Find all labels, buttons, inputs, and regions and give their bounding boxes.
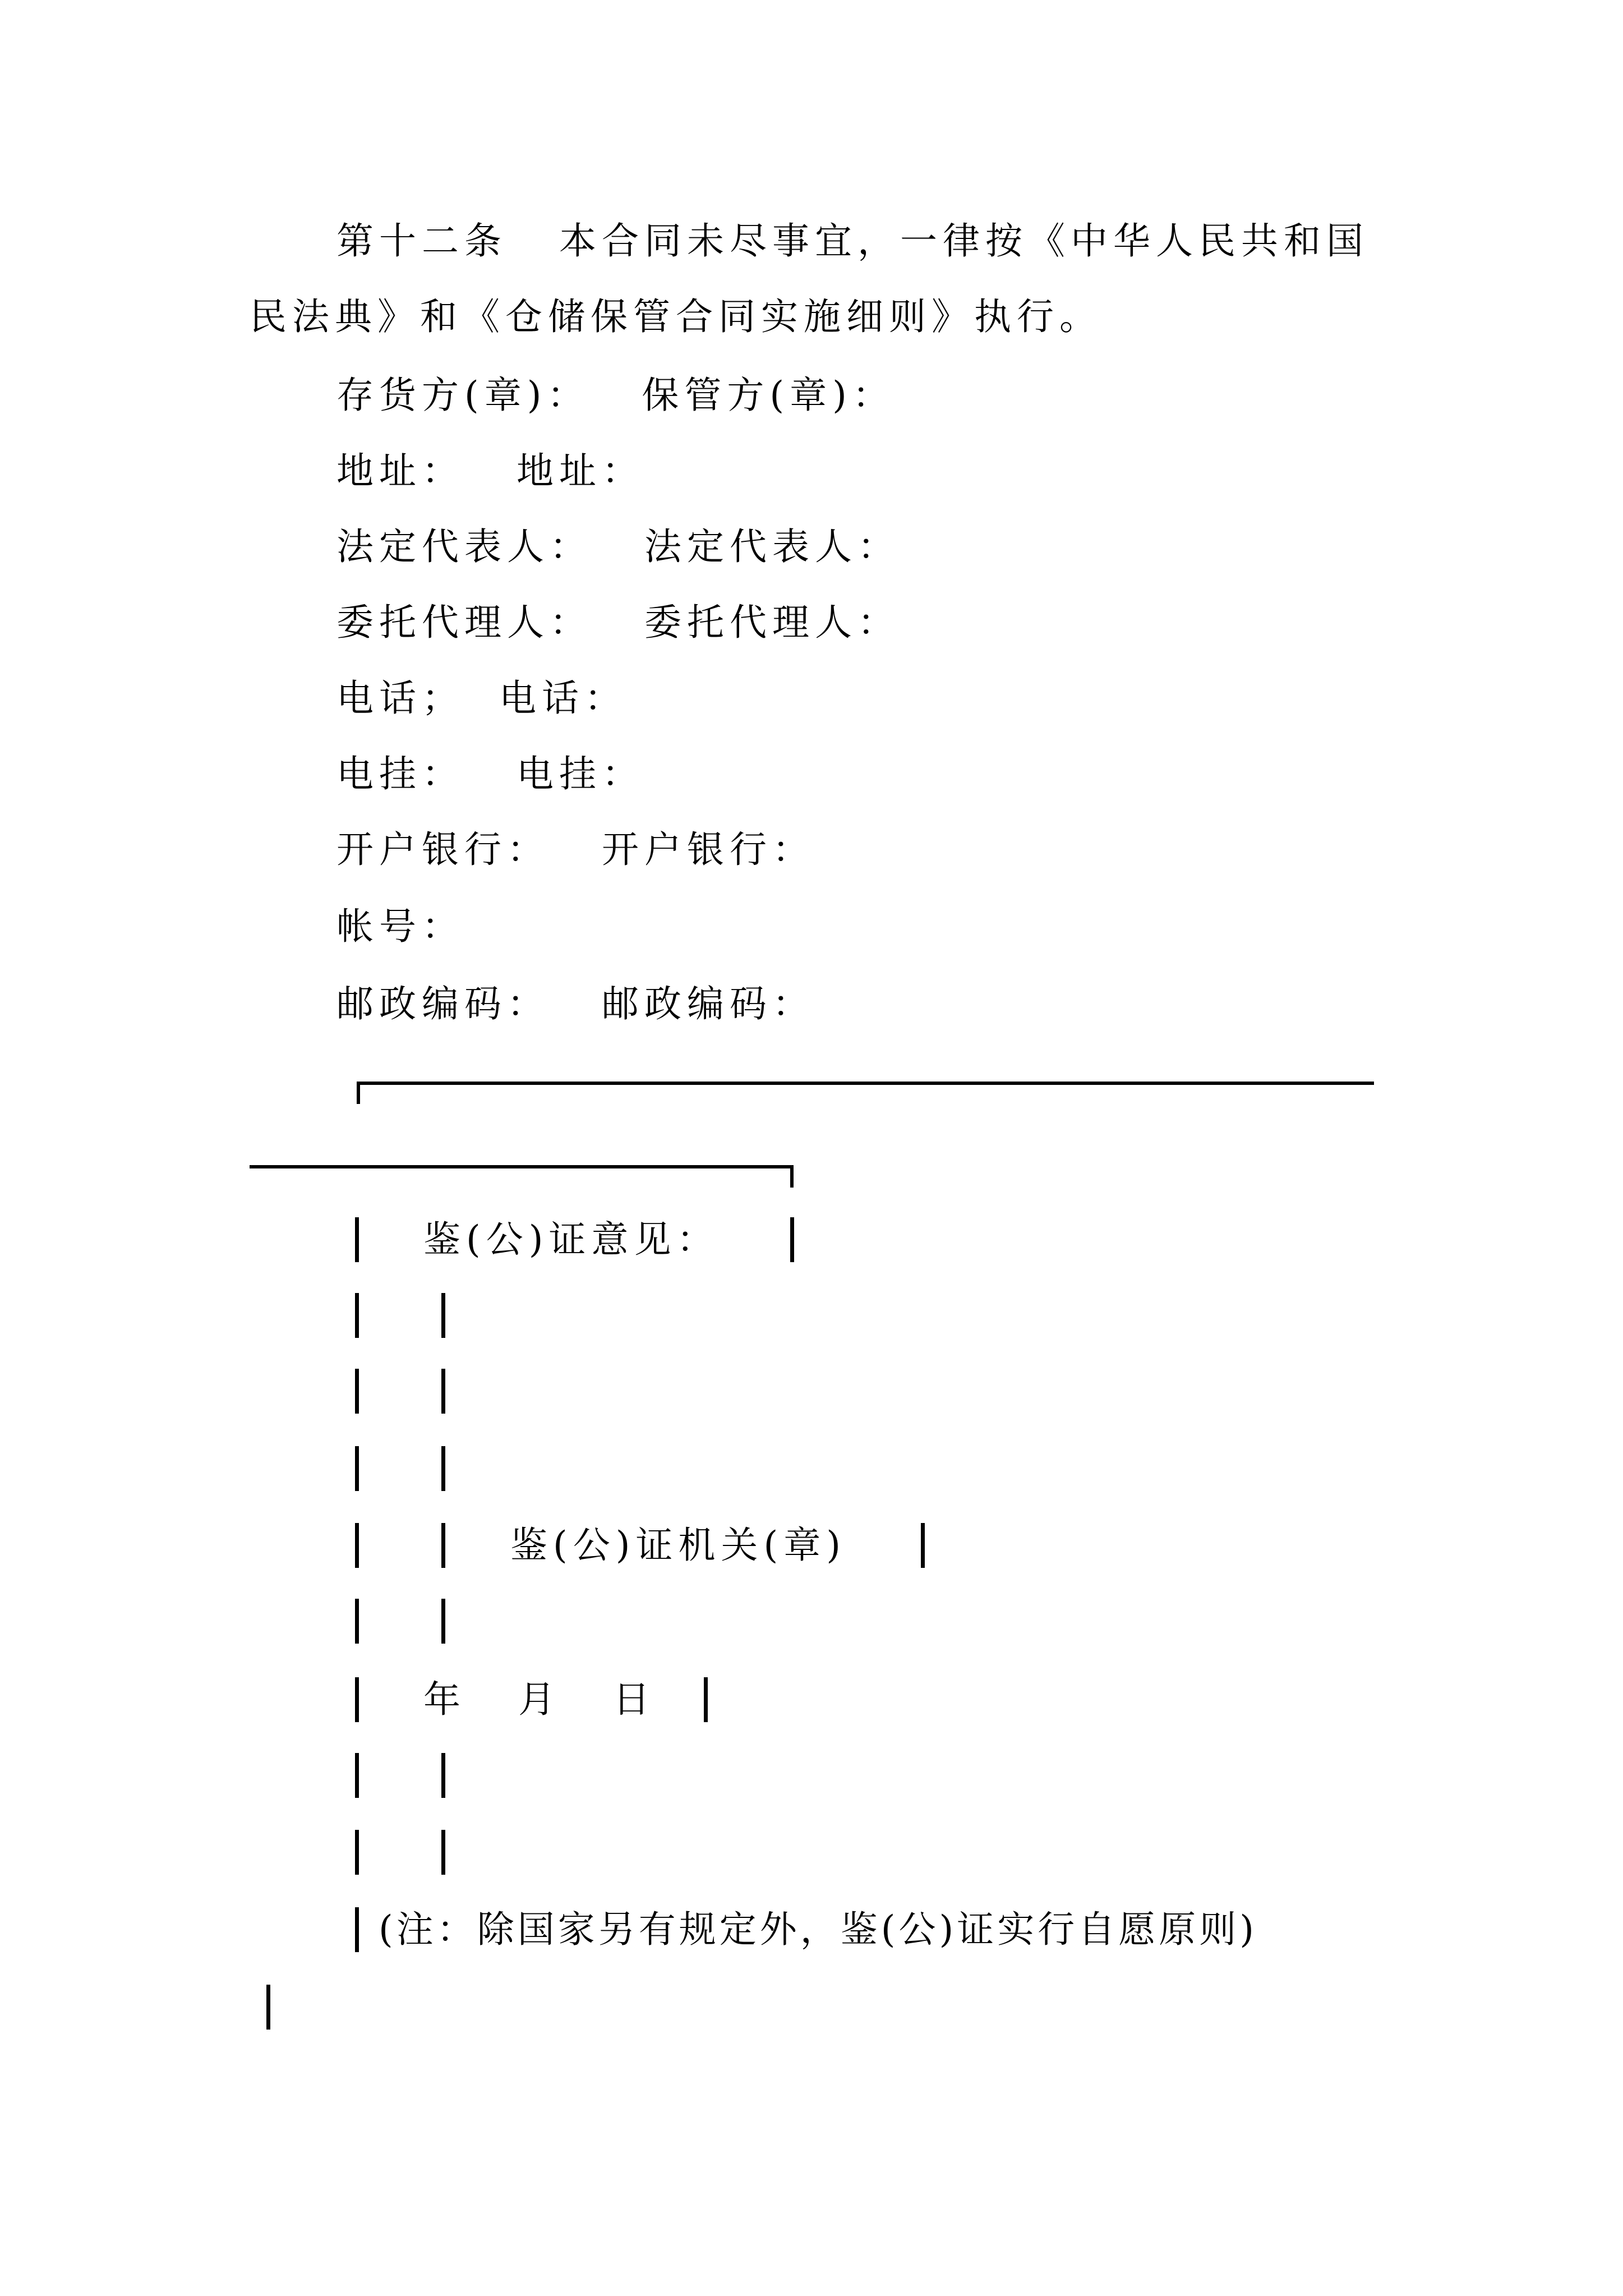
- box-top-border-continued: [250, 1165, 794, 1168]
- article-line-1: 第十二条 本合同未尽事宜，一律按《中华人民共和国: [336, 219, 1369, 263]
- box-date-line: 年 月 日: [423, 1678, 656, 1721]
- signature-line-telegraph: 电挂： 电挂：: [336, 752, 644, 795]
- box-inner-border: [441, 1293, 445, 1338]
- box-left-border: [355, 1523, 359, 1568]
- article-line-2: 民法典》和《仓储保管合同实施细则》执行。: [250, 295, 1102, 338]
- box-right-border: [790, 1217, 794, 1262]
- signature-line-legal-rep: 法定代表人： 法定代表人：: [336, 525, 900, 568]
- signature-line-account: 帐号：: [336, 905, 464, 948]
- box-left-border: [355, 1677, 359, 1722]
- box-inner-border: [441, 1599, 445, 1644]
- box-inner-border: [441, 1830, 445, 1875]
- signature-line-agent: 委托代理人： 委托代理人：: [336, 601, 900, 644]
- box-agency-seal: 鉴(公)证机关(章): [510, 1524, 846, 1567]
- box-left-border: [355, 1446, 359, 1491]
- box-left-border: [355, 1369, 359, 1414]
- box-right-border: [704, 1677, 708, 1722]
- box-left-border: [355, 1753, 359, 1798]
- signature-line-postcode: 邮政编码： 邮政编码：: [336, 982, 815, 1025]
- signature-line-seal: 存货方(章)： 保管方(章)：: [336, 374, 895, 417]
- box-top-border: [357, 1082, 1374, 1085]
- box-right-border: [921, 1523, 925, 1568]
- box-top-right-corner: [790, 1165, 794, 1188]
- box-inner-border: [441, 1446, 445, 1491]
- box-left-border: [355, 1217, 359, 1262]
- box-note: (注：除国家另有规定外，鉴(公)证实行自愿原则): [379, 1908, 1257, 1951]
- box-right-border-wrapped: [266, 1985, 270, 2030]
- signature-line-phone: 电话； 电话：: [336, 677, 627, 720]
- box-left-border: [355, 1293, 359, 1338]
- box-top-left-corner: [357, 1082, 360, 1104]
- box-left-border: [355, 1830, 359, 1875]
- box-opinion-label: 鉴(公)证意见：: [423, 1218, 720, 1261]
- box-left-border: [355, 1599, 359, 1644]
- box-inner-border: [441, 1753, 445, 1798]
- signature-line-address: 地址： 地址：: [336, 449, 644, 493]
- box-left-border: [355, 1907, 359, 1952]
- box-inner-border: [441, 1369, 445, 1414]
- signature-line-bank: 开户银行： 开户银行：: [336, 828, 815, 871]
- box-inner-border: [441, 1523, 445, 1568]
